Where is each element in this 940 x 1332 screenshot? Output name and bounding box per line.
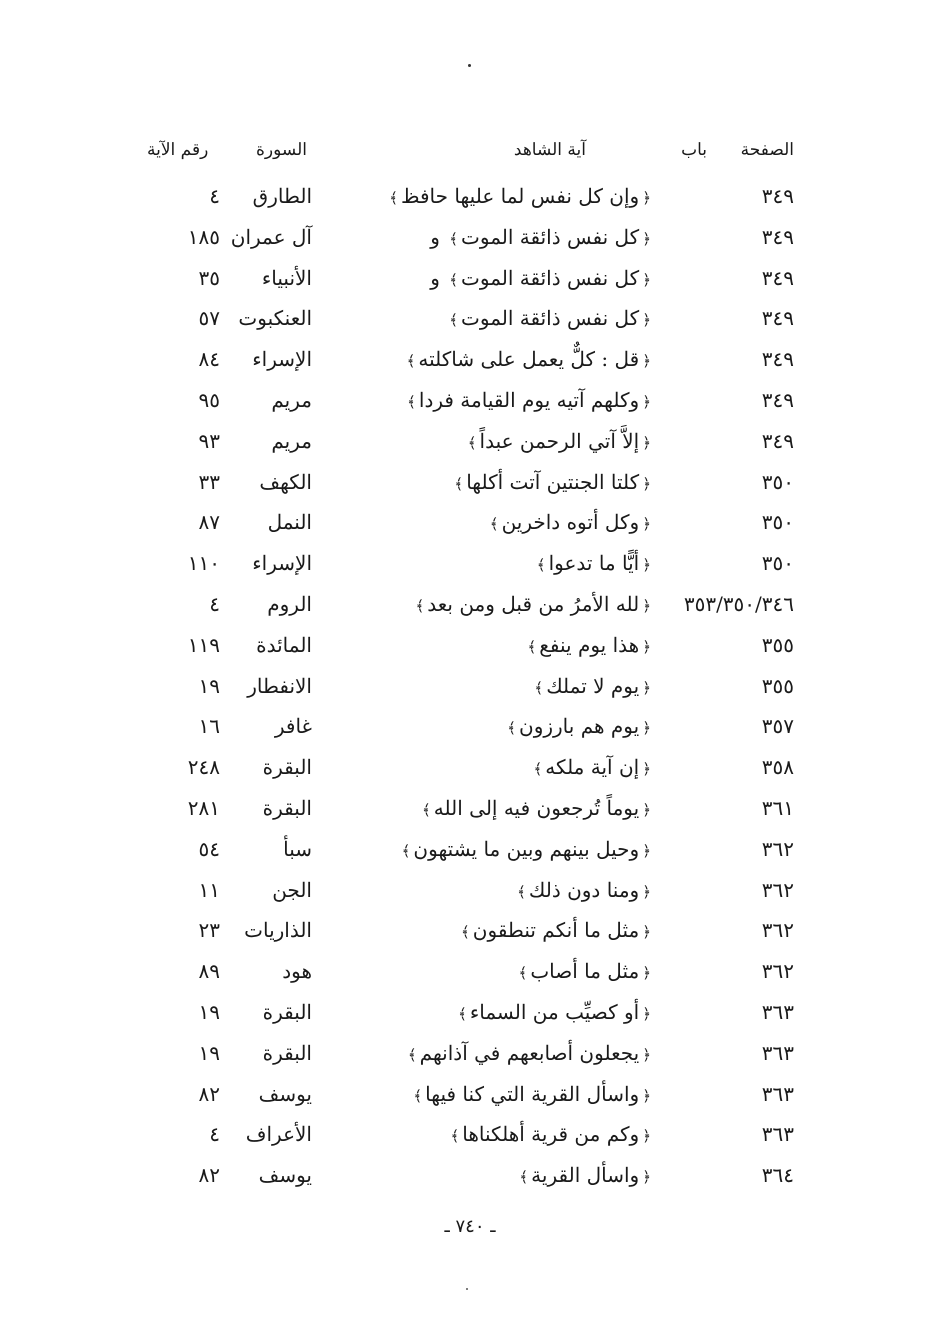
- open-bracket: ﴿: [642, 596, 651, 615]
- open-bracket: ﴿: [642, 515, 651, 534]
- open-bracket: ﴿: [642, 270, 651, 289]
- ayah-number: ٣٣: [198, 469, 220, 494]
- surah-name: العنكبوت: [238, 306, 312, 331]
- ayah-cell: [404, 347, 654, 371]
- ayah-cell: [430, 266, 654, 290]
- close-bracket: ﴾: [507, 719, 517, 738]
- close-bracket: ﴾: [401, 841, 411, 860]
- surah-name: الروم: [267, 591, 312, 616]
- table-row: [0, 874, 940, 915]
- close-bracket: ﴾: [407, 1045, 417, 1064]
- ayah-number: ٩٣: [198, 428, 220, 453]
- open-bracket: ﴿: [642, 1168, 651, 1187]
- page-ref: ٣٤٩: [761, 428, 794, 453]
- ayah-cell: [419, 796, 654, 820]
- page-ref: ٣٦٢: [761, 877, 794, 902]
- ayah-text: كل نفس ذائقة الموت: [461, 306, 640, 331]
- ayah-cell: [504, 714, 654, 738]
- ayah-number: ١٨٥: [187, 224, 220, 249]
- ayah-cell: [404, 388, 654, 412]
- open-bracket: ﴿: [642, 719, 651, 738]
- surah-name: البقرة: [262, 795, 312, 820]
- close-bracket: ﴾: [406, 352, 416, 371]
- ayah-text: أو كصيِّب من السماء: [469, 999, 640, 1024]
- page-ref: ٣٤٩: [761, 224, 794, 249]
- ayah-number: ٨٢: [198, 1081, 220, 1106]
- close-bracket: ﴾: [454, 474, 464, 493]
- open-bracket: ﴿: [642, 800, 651, 819]
- close-bracket: ﴾: [449, 311, 459, 330]
- close-bracket: ﴾: [536, 556, 546, 575]
- ayah-number: ٢٨١: [187, 795, 220, 820]
- open-bracket: ﴿: [642, 923, 651, 942]
- surah-name: هود: [282, 959, 312, 984]
- ayah-number: ٢٤٨: [187, 755, 220, 780]
- surah-name: الكهف: [259, 469, 312, 494]
- surah-name: البقرة: [262, 1040, 312, 1065]
- surah-name: البقرة: [262, 755, 312, 780]
- surah-name: الجن: [272, 877, 312, 902]
- ayah-cell: [465, 429, 654, 453]
- ayah-text: يوم هم بارزون: [519, 714, 640, 739]
- ayah-cell: [531, 674, 654, 698]
- ayah-number: ١٦: [198, 714, 220, 739]
- page-ref: ٣٦٣: [761, 1122, 794, 1147]
- table-row: [0, 302, 940, 343]
- ayah-number: ١١٠: [187, 551, 220, 576]
- open-bracket: ﴿: [642, 760, 651, 779]
- surah-name: البقرة: [262, 999, 312, 1024]
- close-bracket: ﴾: [534, 678, 544, 697]
- ayah-cell: [534, 551, 654, 575]
- ayah-text: قل : كلٌّ يعمل على شاكلته: [418, 347, 640, 372]
- page-ref: ٣٥٠: [761, 510, 794, 535]
- surah-name: الإسراء: [252, 551, 312, 576]
- close-bracket: ﴾: [449, 270, 459, 289]
- open-bracket: ﴿: [642, 311, 651, 330]
- open-bracket: ﴿: [642, 433, 651, 452]
- open-bracket: ﴿: [642, 556, 651, 575]
- header-bab: باب: [681, 140, 707, 160]
- page-ref: ٣٥٥: [761, 632, 794, 657]
- surah-name: مريم: [271, 387, 312, 412]
- page-ref: ٣٤٩: [761, 306, 794, 331]
- ayah-suffix: و: [430, 265, 440, 290]
- open-bracket: ﴿: [642, 229, 651, 248]
- close-bracket: ﴾: [422, 800, 431, 819]
- ayah-text: واسأل القرية: [531, 1163, 640, 1188]
- table-row: [0, 221, 940, 262]
- ayah-text: إن آية ملكه: [545, 755, 640, 780]
- table-row: [0, 833, 940, 874]
- page-ref: ٣٦٢: [761, 918, 794, 943]
- table-row: [0, 547, 940, 588]
- open-bracket: ﴿: [642, 964, 651, 983]
- surah-name: النمل: [267, 510, 312, 535]
- open-bracket: ﴿: [642, 1086, 651, 1105]
- open-bracket: ﴿: [642, 1004, 651, 1023]
- ayah-text: وكل أتوه داخرين: [501, 510, 640, 535]
- open-bracket: ﴿: [642, 189, 651, 207]
- ayah-cell: [516, 1163, 654, 1187]
- surah-name: يوسف: [258, 1163, 312, 1188]
- close-bracket: ﴾: [517, 882, 526, 901]
- ayah-text: واسأل القرية التي كنا فيها: [425, 1081, 640, 1106]
- ayah-number: ١١: [198, 877, 220, 902]
- header-page: الصفحة: [740, 140, 794, 160]
- ayah-number: ٥٧: [198, 306, 220, 331]
- surah-name: المائدة: [256, 632, 312, 657]
- ayah-cell: [516, 959, 654, 983]
- page-ref: ٣٦٣: [761, 1040, 794, 1065]
- close-bracket: ﴾: [467, 433, 477, 452]
- table-row: [0, 751, 940, 792]
- ayah-text: وكم من قرية أهلكناها: [462, 1122, 640, 1147]
- ayah-number: ٤: [209, 1122, 220, 1147]
- close-bracket: ﴾: [527, 637, 537, 656]
- page-ref: ٣٥٠: [761, 469, 794, 494]
- ayah-cell: [405, 1041, 654, 1065]
- ayah-text: وكلهم آتيه يوم القيامة فردا: [418, 387, 640, 412]
- ayah-number: ٨٢: [198, 1163, 220, 1188]
- open-bracket: ﴿: [642, 352, 651, 371]
- ayah-number: ١٩: [198, 1040, 220, 1065]
- table-row: [0, 1078, 940, 1119]
- header-surah: السورة: [256, 140, 307, 160]
- surah-name: يوسف: [258, 1081, 312, 1106]
- table-row: [0, 384, 940, 425]
- close-bracket: ﴾: [518, 964, 528, 983]
- ayah-cell: [410, 1082, 654, 1106]
- ayah-text: كل نفس ذائقة الموت: [461, 265, 640, 290]
- surah-name: الانفطار: [247, 673, 312, 698]
- table-row: [0, 996, 940, 1037]
- page-ref: ٣٤٩: [761, 347, 794, 372]
- ayah-text: ومنا دون ذلك: [528, 877, 640, 902]
- ayah-cell: [386, 184, 654, 208]
- close-bracket: ﴾: [489, 515, 499, 534]
- open-bracket: ﴿: [642, 474, 651, 493]
- close-bracket: ﴾: [519, 1168, 529, 1187]
- page-ref: ٣٦٢: [761, 836, 794, 861]
- ayah-number: ٣٥: [198, 265, 220, 290]
- ayah-number: ١٩: [198, 999, 220, 1024]
- ayah-text: لله الأمرُ من قبل ومن بعد: [427, 591, 640, 616]
- ayah-text: أيًّا ما تدعوا: [548, 551, 640, 576]
- ayah-number: ٩٥: [198, 387, 220, 412]
- close-bracket: ﴾: [458, 1004, 467, 1023]
- table-row: [0, 792, 940, 833]
- ayah-cell: [531, 755, 655, 779]
- ayah-cell: [451, 470, 654, 494]
- ayah-cell: [455, 1000, 654, 1024]
- ayah-cell: [430, 225, 654, 249]
- open-bracket: ﴿: [642, 841, 651, 860]
- ayah-cell: [514, 878, 654, 902]
- ayah-cell: [399, 837, 654, 861]
- page-ref: ٣٥٨: [761, 755, 794, 780]
- table-row: [0, 670, 940, 711]
- page-ref: ٣٤٩: [761, 265, 794, 290]
- ayah-cell: [487, 510, 654, 534]
- ayah-number: ٤: [209, 591, 220, 616]
- close-bracket: ﴾: [415, 596, 425, 615]
- open-bracket: ﴿: [642, 1045, 651, 1064]
- page-ref: ٣٤٩: [761, 184, 794, 208]
- table-row: [0, 180, 940, 221]
- page-ref: ٣٥٣/٣٥٠/٣٤٦: [683, 591, 794, 616]
- table-row: [0, 343, 940, 384]
- close-bracket: ﴾: [450, 1127, 460, 1146]
- page-ref: ٣٦٣: [761, 999, 794, 1024]
- ayah-text: هذا يوم ينفع: [539, 632, 640, 657]
- surah-name: الأعراف: [245, 1122, 312, 1147]
- ayah-text: مثل ما أصاب: [530, 959, 640, 984]
- open-bracket: ﴿: [642, 392, 651, 411]
- table-row: [0, 506, 940, 547]
- decorative-dot: [468, 64, 471, 67]
- surah-name: سبأ: [283, 836, 312, 861]
- header-ayah-number: رقم الآية: [147, 140, 209, 160]
- surah-name: غافر: [274, 714, 312, 739]
- ayah-text: يوم لا تملك: [546, 673, 640, 698]
- page-ref: ٣٦٤: [761, 1163, 794, 1188]
- ayah-cell: [524, 633, 654, 657]
- page-ref: ٣٥٥: [761, 673, 794, 698]
- page-number: ـ ٧٤٠ ـ: [444, 1216, 496, 1237]
- ayah-number: ٥٤: [198, 836, 220, 861]
- surah-name: الإسراء: [252, 347, 312, 372]
- ayah-text: كل نفس ذائقة الموت: [461, 224, 640, 249]
- page-ref: ٣٥٠: [761, 551, 794, 576]
- ayah-number: ٤: [209, 184, 220, 208]
- close-bracket: ﴾: [533, 760, 543, 779]
- open-bracket: ﴿: [642, 1127, 651, 1146]
- ayah-number: ٨٧: [198, 510, 220, 535]
- ayah-number: ٢٣: [198, 918, 220, 943]
- surah-name: آل عمران: [230, 224, 312, 249]
- table-row: [0, 425, 940, 466]
- ayah-text: يوماً تُرجعون فيه إلى الله: [433, 795, 640, 820]
- table-row: [0, 588, 940, 629]
- ayah-number: ١٩: [198, 673, 220, 698]
- open-bracket: ﴿: [642, 882, 651, 901]
- table-row: [0, 1159, 940, 1200]
- ayah-text: وإن كل نفس لما عليها حافظ: [401, 184, 640, 208]
- table-row: [0, 710, 940, 751]
- table-row: [0, 955, 940, 996]
- table-row: [0, 914, 940, 955]
- surah-name: مريم: [271, 428, 312, 453]
- decorative-dot: [466, 1288, 468, 1290]
- close-bracket: ﴾: [413, 1086, 423, 1105]
- header-ayah: آية الشاهد: [513, 140, 586, 160]
- page-ref: ٣٤٩: [761, 387, 794, 412]
- surah-name: الذاريات: [244, 918, 312, 943]
- open-bracket: ﴿: [642, 637, 651, 656]
- ayah-number: ٨٩: [198, 959, 220, 984]
- table-row: [0, 466, 940, 507]
- ayah-number: ٨٤: [198, 347, 220, 372]
- ayah-cell: [458, 918, 654, 942]
- close-bracket: ﴾: [461, 923, 470, 942]
- table-row: [0, 1037, 940, 1078]
- close-bracket: ﴾: [407, 392, 416, 411]
- page-ref: ٣٥٧: [761, 714, 794, 739]
- page-ref: ٣٦٣: [761, 1081, 794, 1106]
- ayah-text: وحيل بينهم وبين ما يشتهون: [413, 836, 640, 861]
- ayah-cell: [412, 592, 654, 616]
- ayah-text: كلتا الجنتين آتت أكلها: [466, 469, 640, 494]
- table-row: [0, 262, 940, 303]
- ayah-number: ١١٩: [187, 632, 220, 657]
- ayah-suffix: و: [430, 224, 440, 249]
- ayah-text: مثل ما أنكم تنطقون: [472, 918, 640, 943]
- open-bracket: ﴿: [642, 678, 651, 697]
- ayah-text: إلاَّ آتي الرحمن عبداً: [479, 428, 640, 453]
- ayah-cell: [446, 306, 654, 330]
- ayah-cell: [447, 1122, 654, 1146]
- page-ref: ٣٦١: [761, 795, 794, 820]
- close-bracket: ﴾: [449, 229, 459, 248]
- table-row: [0, 629, 940, 670]
- surah-name: الطارق: [252, 184, 312, 208]
- surah-name: الأنبياء: [261, 265, 312, 290]
- table-row: [0, 1118, 940, 1159]
- ayah-text: يجعلون أصابعهم في آذانهم: [419, 1040, 640, 1065]
- close-bracket: ﴾: [389, 189, 398, 207]
- index-table: [0, 180, 940, 1200]
- page-ref: ٣٦٢: [761, 959, 794, 984]
